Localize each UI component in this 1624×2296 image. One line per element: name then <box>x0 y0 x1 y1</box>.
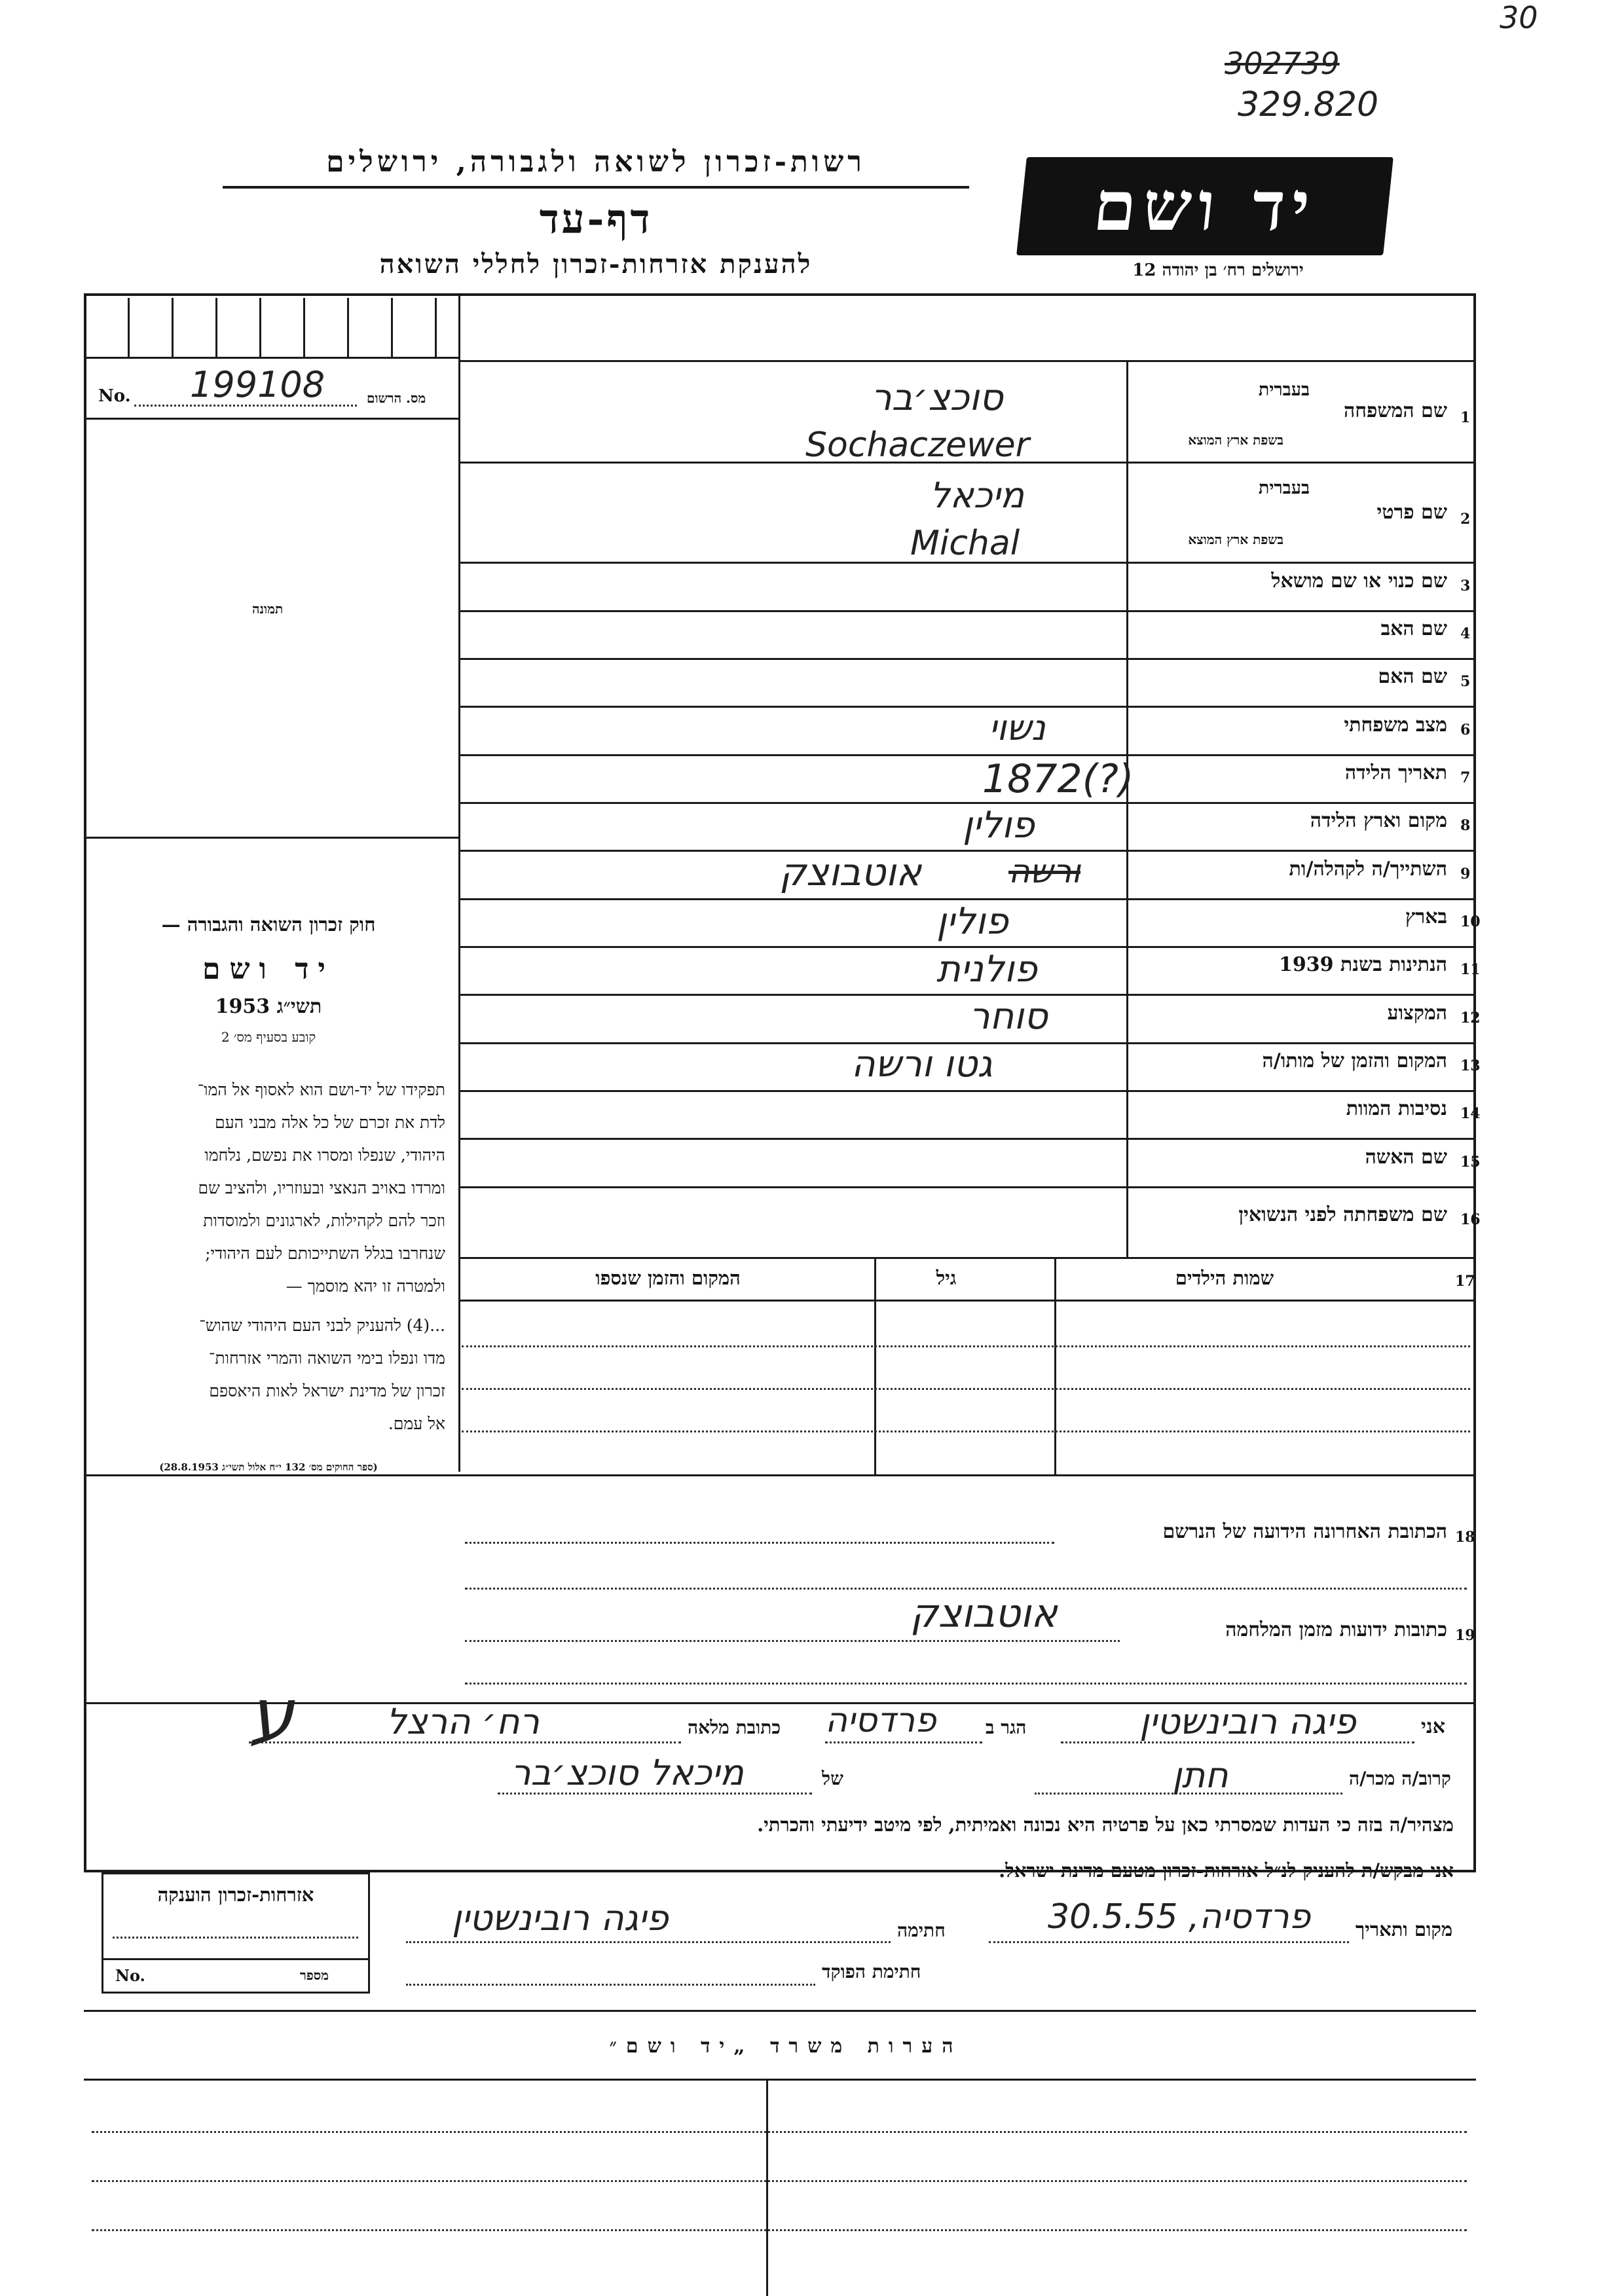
address-value-flourish: ע <box>249 1673 294 1757</box>
field-number: 7 <box>1460 769 1471 786</box>
place-date-value: פרדסיה, 30.5.55 <box>1048 1897 1311 1937</box>
field-label-country: בארץ <box>1405 905 1447 928</box>
law-line: ולמטרה זו יהא מוסמך — <box>286 1277 445 1296</box>
last-address-line <box>465 1542 1054 1544</box>
children-table-bottom <box>458 1474 1476 1476</box>
law-line: אל עמם. <box>388 1414 445 1433</box>
field-number: 6 <box>1460 721 1471 738</box>
yad-vashem-logo <box>1016 157 1393 255</box>
signature-label: חתימה <box>897 1920 946 1941</box>
first-name-origin-value: Michal <box>910 524 1020 563</box>
registration-cells-bottom <box>84 357 460 359</box>
law-line: מדו ונפלו בימי השואה והמרי אזרחות־ <box>208 1349 445 1368</box>
field-label-last-address: הכתובת האחרונה הידועה של הנרשם <box>1162 1520 1447 1543</box>
address-value: רח׳ הרצל <box>386 1701 540 1742</box>
signature-value: פיגה רובינשטין <box>452 1897 669 1939</box>
wartime-address-value: אוטבוצק <box>910 1591 1058 1637</box>
field-number: 14 <box>1460 1105 1481 1122</box>
form-subtitle: להענקת אזרחות-זכרון לחללי השואה <box>379 249 813 280</box>
law-line: היהודי, שנפלו ומסרו את נפשם, נלחמו <box>204 1146 445 1165</box>
children-row-line <box>462 1430 1470 1432</box>
city-value: פרדסיה <box>825 1701 936 1740</box>
place-date-label: מקום ותאריך <box>1356 1918 1453 1941</box>
organization-address: ירושלים רח׳ בן יהודה 12 <box>1132 261 1304 280</box>
declaration-i-label: אני <box>1421 1715 1445 1738</box>
office-notes-line <box>92 2180 1467 2182</box>
field-row-divider <box>458 1257 1476 1259</box>
field-row-divider <box>458 610 1476 612</box>
field-label-wife-name: שם האשה <box>1365 1146 1447 1169</box>
birth-place-value: פולין <box>963 804 1035 847</box>
birth-date-value: 1872(?) <box>982 756 1134 802</box>
wartime-address-line-2 <box>465 1683 1467 1685</box>
field-number: 3 <box>1460 577 1471 594</box>
relative-label: קרוב/ה מכר/ה <box>1349 1768 1451 1789</box>
law-footnote: (ספר החוקים מס׳ 132 י״ח אלול תשי״ג 28.8.1953) <box>159 1461 378 1473</box>
registration-cell-divider <box>215 298 217 358</box>
header-rule <box>223 186 969 189</box>
law-line: תפקידו של יד-ושם הוא לאסוף אל המו־ <box>197 1080 445 1099</box>
children-names-header: שמות הילדים <box>1175 1267 1274 1289</box>
field-sub-hebrew: בעברית <box>1258 478 1310 498</box>
law-title: חוק זכרון השואה והגבורה — <box>161 913 376 936</box>
field-label-birth-place: מקום וארץ הלידה <box>1310 809 1447 832</box>
citizenship-granted-box <box>101 1872 370 1994</box>
children-header-bottom <box>458 1300 1476 1302</box>
community-crossed-value: ורשה <box>1008 852 1080 890</box>
registration-cell-divider <box>172 298 174 358</box>
field-row-divider <box>458 1138 1476 1140</box>
children-col-divider <box>874 1257 876 1476</box>
registration-cell-divider <box>347 298 349 358</box>
field-number: 18 <box>1455 1529 1475 1546</box>
field-row-divider <box>458 754 1476 756</box>
law-line: וזכר להם לקהילות, לארגונים ולמוסדות <box>203 1211 445 1230</box>
family-name-hebrew-value: סוכצ׳בר <box>871 376 1003 419</box>
law-line: ומרדו באויב הנאצי ובעוזריו, ולהציב שם <box>198 1178 445 1197</box>
field-sub-origin: בשפת ארץ המוצא <box>1188 432 1283 448</box>
citizenship-no-label: No. <box>115 1966 145 1985</box>
field-number: 16 <box>1460 1211 1481 1228</box>
registration-cell-divider <box>128 298 130 358</box>
place-date-line <box>989 1941 1349 1943</box>
registration-row-bottom <box>84 418 460 420</box>
field-number: 8 <box>1460 817 1471 834</box>
office-notes-line <box>92 2131 1467 2133</box>
field-number: 13 <box>1460 1057 1481 1074</box>
registration-cell-divider <box>259 298 261 358</box>
children-age-header: גיל <box>936 1267 957 1289</box>
field-label-citizenship-1939: הנתינות בשנת 1939 <box>1278 953 1447 976</box>
law-line: ...(4) להעניק לבני העם היהודי שהוש־ <box>199 1316 445 1335</box>
registration-label: מס. הרשום <box>367 390 426 406</box>
office-notes-top <box>84 2010 1476 2012</box>
resides-label: הגר ב <box>986 1717 1027 1738</box>
registration-cell-divider <box>435 298 437 358</box>
declaration-request: אני מבקש/ת להעניק לנ״ל אזרחות-זכרון מטעם מדינת ישראל. <box>999 1859 1454 1882</box>
left-column-divider <box>458 293 460 1472</box>
field-label-death-circumstances: נסיבות המוות <box>1346 1097 1447 1120</box>
signature-line <box>406 1941 891 1943</box>
field-label-mother-name: שם האם <box>1378 665 1447 688</box>
field-number: 5 <box>1460 673 1471 690</box>
field-number: 10 <box>1460 913 1481 930</box>
field-number: 4 <box>1460 625 1471 642</box>
registration-no-value: 199108 <box>190 364 325 405</box>
page-number: 30 <box>1500 0 1538 35</box>
citizenship-number-label: מספר <box>300 1967 329 1983</box>
authority-name: רשות-זכרון לשואה ולגבורה, ירושלים <box>326 145 866 179</box>
first-name-hebrew-value: מיכאל <box>930 475 1025 516</box>
citizenship-1939-value: פולנית <box>936 948 1037 991</box>
field-label-family-name: שם המשפחה <box>1343 399 1447 422</box>
field-row-divider <box>458 994 1476 996</box>
field-sub-hebrew: בעברית <box>1258 380 1310 400</box>
law-clause: קובע בסעיף מס׳ 2 <box>221 1029 316 1045</box>
city-line <box>825 1741 982 1743</box>
children-place-header: המקום והזמן שנספו <box>595 1267 741 1289</box>
field-label-father-name: שם האב <box>1380 617 1447 640</box>
field-row-divider <box>458 658 1476 660</box>
field-label-death-place-time: המקום והזמן של מותו/ה <box>1262 1049 1447 1072</box>
field-label-profession: המקצוע <box>1387 1002 1447 1025</box>
registration-no-label: No. <box>98 386 131 406</box>
law-box-bottom <box>84 1474 460 1476</box>
field-number: 11 <box>1460 961 1481 978</box>
field-label-community: השתייך/ה לקהלה/ות <box>1289 858 1447 881</box>
marital-status-value: נשוי <box>989 707 1046 748</box>
field-number: 15 <box>1460 1154 1481 1171</box>
field-label-nickname: שם כנוי או שם מושאל <box>1271 570 1447 592</box>
field-label-birth-date: תאריך הלידה <box>1344 761 1447 784</box>
fields-top-rule <box>458 360 1476 362</box>
of-label: של <box>822 1768 843 1789</box>
children-col-divider <box>1054 1257 1056 1476</box>
office-notes-header-bottom <box>84 2079 1476 2081</box>
law-line: לדת את זכרם של כל אלה מבני העם <box>215 1113 445 1132</box>
logo-text: יד ושם <box>1090 166 1320 246</box>
community-value: אוטבוצק <box>779 850 922 894</box>
field-sub-origin: בשפת ארץ המוצא <box>1188 532 1283 547</box>
law-line: שנחרבו בגלל השתייכותם לעם היהודי; <box>205 1244 445 1263</box>
citizenship-box-divider <box>103 1958 368 1960</box>
registration-cell-divider <box>391 298 393 358</box>
reference-number: 329.820 <box>1238 85 1379 124</box>
declarant-name-value: פיגה רובינשטין <box>1139 1701 1356 1742</box>
address-label: כתובת מלאה <box>688 1717 781 1738</box>
field-row-divider <box>458 850 1476 852</box>
officer-signature-line <box>406 1984 815 1986</box>
office-notes-line <box>92 2229 1467 2231</box>
family-name-origin-value: Sochaczewer <box>805 426 1030 465</box>
citizenship-granted-title: אזרחות-זכרון הוענקה <box>157 1884 314 1906</box>
field-row-divider <box>458 1090 1476 1092</box>
country-value: פולין <box>936 900 1008 943</box>
field-label-first-name: שם פרטי <box>1376 501 1447 524</box>
label-column-divider <box>1126 360 1128 1257</box>
photo-label: תמונה <box>252 601 284 617</box>
profession-value: סוחר <box>969 995 1048 1038</box>
children-row-line <box>462 1345 1470 1347</box>
of-value: מיכאל סוכצ׳בר <box>511 1752 744 1793</box>
field-number: 2 <box>1460 511 1471 528</box>
field-row-divider <box>458 1186 1476 1188</box>
field-number: 9 <box>1460 866 1471 883</box>
declaration-statement: מצהיר/ה בזה כי העדות שמסרתי כאן על פרטיה היא נכונה ואמיתית, לפי מיטב ידיעתי והכרתי. <box>757 1813 1454 1836</box>
officer-signature-label: חתימת הפוקד <box>822 1961 921 1982</box>
law-name: יד ושם <box>202 953 335 986</box>
office-notes-title: הערות משרד „יד ושם״ <box>609 2035 963 2058</box>
field-label-marital-status: מצב משפחתי <box>1344 714 1447 737</box>
death-place-value: גטו ורשה <box>851 1043 993 1085</box>
last-address-line-2 <box>465 1588 1467 1590</box>
field-label-wartime-addresses: כתובות ידועות מזמן המלחמה <box>1225 1618 1447 1641</box>
citizenship-box-line <box>113 1937 358 1939</box>
field-number: 12 <box>1460 1010 1481 1027</box>
law-line: זכרון של מדינת ישראל לאות היאספם <box>209 1381 445 1400</box>
field-label-wife-maiden-name: שם משפחתה לפני הנשואין <box>1238 1203 1447 1226</box>
form-title: דף-עד <box>539 195 653 243</box>
law-year: תשי״ג 1953 <box>215 995 322 1018</box>
children-row-line <box>462 1388 1470 1390</box>
field-number: 17 <box>1455 1273 1475 1290</box>
field-number: 19 <box>1455 1627 1475 1644</box>
reference-number-crossed: 302739 <box>1225 46 1340 81</box>
office-notes-divider <box>766 2079 768 2296</box>
field-row-divider <box>458 706 1476 708</box>
field-number: 1 <box>1460 409 1471 426</box>
registration-cell-divider <box>303 298 305 358</box>
photo-box-bottom <box>84 837 460 839</box>
relation-value: חתן <box>1172 1755 1228 1796</box>
wartime-address-line <box>465 1640 1120 1642</box>
